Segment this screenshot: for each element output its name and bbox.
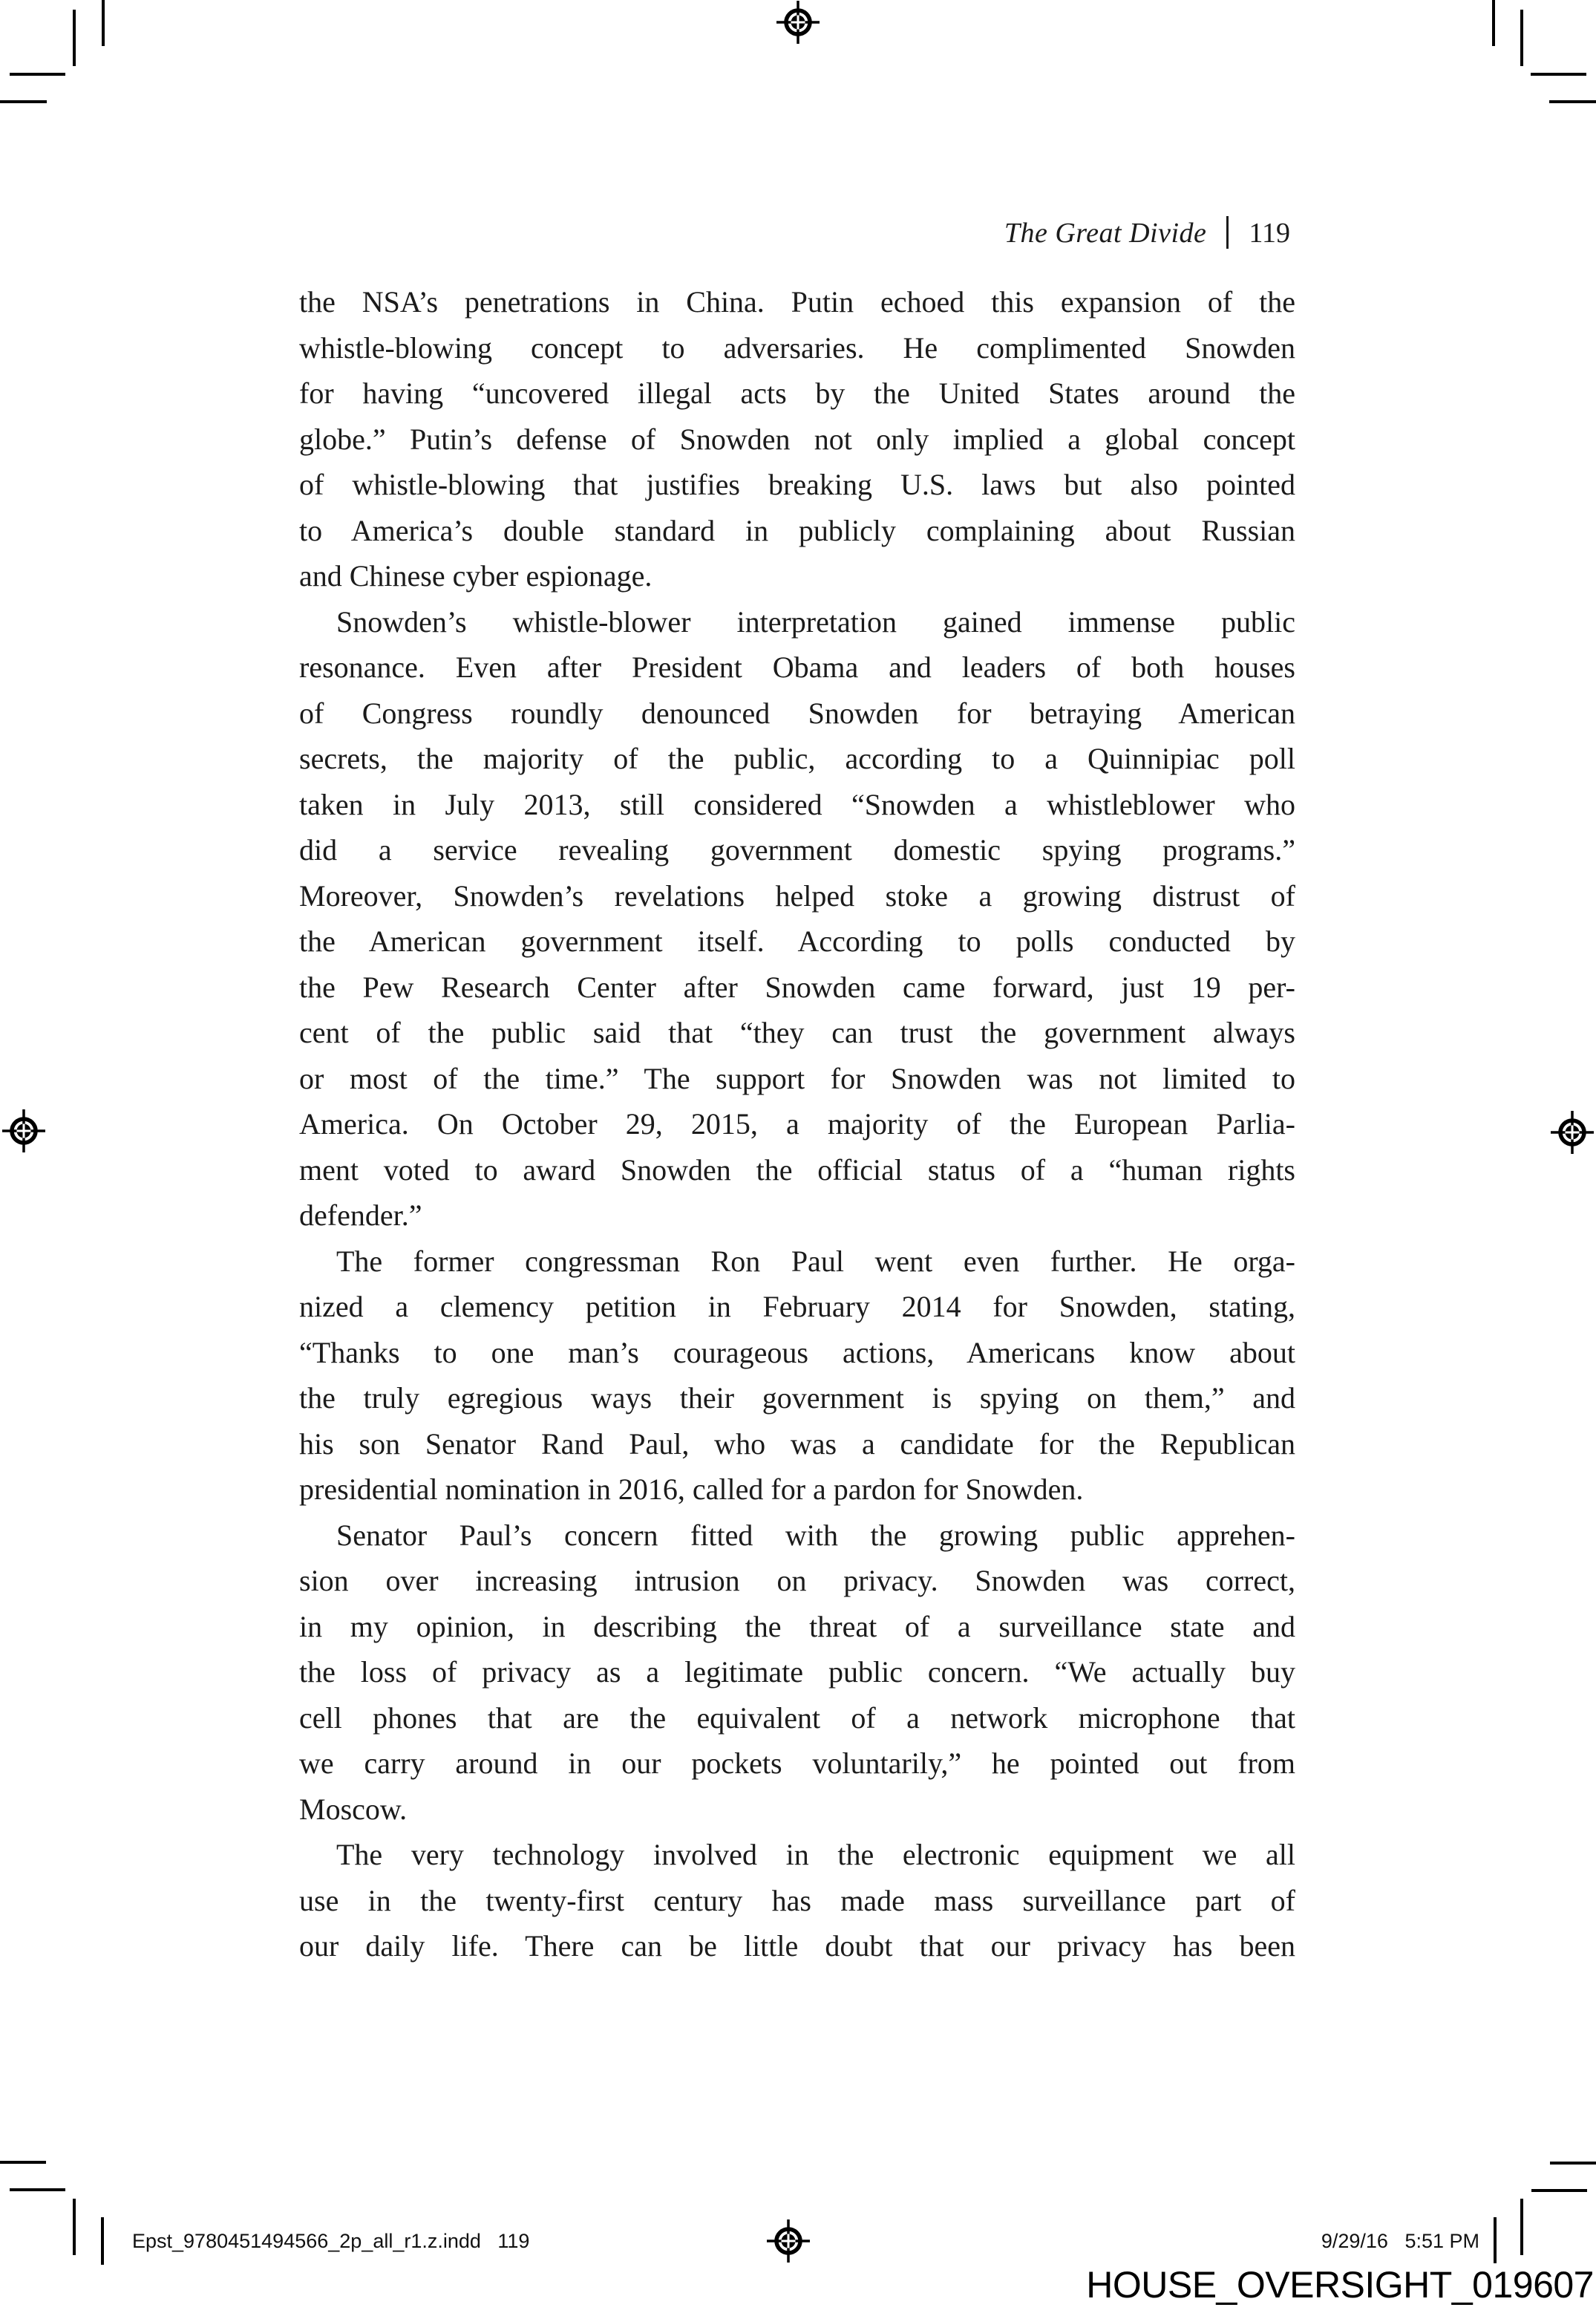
text-line: cell phones that are the equivalent of a network microphone that: [299, 1700, 1295, 1735]
text-line: The former congressman Ron Paul went even further. He orga-: [336, 1244, 1295, 1278]
footer-filename: Epst_9780451494566_2p_all_r1.z.indd 119: [132, 2230, 530, 2252]
text-line: to America’s double standard in publicly complaining about Russian: [299, 513, 1295, 547]
text-line: the loss of privacy as a legitimate public concern. “We actually buy: [299, 1655, 1295, 1689]
text-line: taken in July 2013, still considered “Snowden a whistleblower who: [299, 787, 1295, 821]
text-line: Moreover, Snowden’s revelations helped stoke a growing distrust of: [299, 878, 1295, 913]
text-line: and Chinese cyber espionage.: [299, 559, 653, 593]
text-line: our daily life. There can be little doubt that our privacy has been: [299, 1929, 1295, 1963]
text-line: ment voted to award Snowden the official status of a “human rights: [299, 1152, 1295, 1187]
trim-mark: [10, 2188, 65, 2191]
text-line: or most of the time.” The support for Snowden was not limited to: [299, 1061, 1295, 1095]
trim-mark: [1492, 0, 1495, 46]
text-line: Snowden’s whistle-blower interpretation gained immense public: [336, 604, 1295, 639]
text-line: The very technology involved in the electronic equipment we all: [336, 1838, 1295, 1871]
registration-target-icon: [1, 1109, 46, 1153]
page-number: 119: [1249, 218, 1290, 249]
text-line: Senator Paul’s concern fitted with the growing public apprehen-: [336, 1518, 1295, 1552]
text-line: cent of the public said that “they can trust the government always: [299, 1016, 1295, 1049]
text-line: the American government itself. According to polls conducted by: [299, 924, 1295, 958]
text-line: of whistle-blowing that justifies breaking U.S. laws but also pointed: [299, 468, 1295, 501]
trim-mark: [0, 100, 47, 103]
text-line: his son Senator Rand Paul, who was a candidate for the Republican: [299, 1426, 1295, 1461]
trim-mark: [1550, 2162, 1596, 2165]
text-line: whistle-blowing concept to adversaries. He complimented Snowden: [299, 330, 1295, 365]
text-line: resonance. Even after President Obama and leaders of both houses: [299, 650, 1295, 684]
trim-mark: [1549, 100, 1596, 103]
trim-mark: [1531, 2189, 1587, 2192]
trim-mark: [101, 2217, 104, 2265]
footer-timestamp: 9/29/16 5:51 PM: [1321, 2230, 1479, 2252]
trim-mark: [1494, 2217, 1497, 2263]
text-line: did a service revealing government domestic spying programs.”: [299, 833, 1295, 867]
text-line: Moscow.: [299, 1792, 408, 1826]
text-line: the Pew Research Center after Snowden came forward, just 19 per-: [299, 970, 1295, 1004]
text-line: sion over increasing intrusion on privacy. Snowden was correct,: [299, 1564, 1295, 1597]
trim-mark: [1531, 73, 1586, 76]
text-line: presidential nomination in 2016, called for a pardon for Snowden.: [299, 1472, 1084, 1506]
header-divider: [1226, 216, 1229, 249]
text-line: America. On October 29, 2015, a majority of the European Parlia-: [299, 1107, 1295, 1141]
registration-target-icon: [776, 0, 820, 45]
text-line: globe.” Putin’s defense of Snowden not only implied a global concept: [299, 422, 1295, 456]
body-text: [299, 279, 1295, 1969]
text-line: defender.”: [299, 1198, 422, 1232]
text-line: the NSA’s penetrations in China. Putin echoed this expansion of the: [299, 285, 1295, 319]
text-line: we carry around in our pockets voluntarily,” he pointed out from: [299, 1746, 1295, 1780]
text-line: of Congress roundly denounced Snowden for betraying American: [299, 696, 1295, 730]
trim-mark: [1520, 10, 1523, 66]
trim-mark: [10, 73, 65, 76]
text-line: secrets, the majority of the public, according to a Quinnipiac poll: [299, 742, 1295, 775]
text-line: the truly egregious ways their government is spying on them,” and: [299, 1381, 1295, 1415]
trim-mark: [73, 10, 76, 66]
trim-mark: [73, 2199, 76, 2255]
registration-target-icon: [766, 2219, 811, 2263]
trim-mark: [102, 0, 105, 46]
chapter-title: The Great Divide: [1004, 218, 1207, 249]
trim-mark: [1520, 2199, 1523, 2255]
text-line: in my opinion, in describing the threat of a surveillance state and: [299, 1609, 1295, 1643]
registration-target-icon: [1550, 1110, 1595, 1155]
text-line: for having “uncovered illegal acts by the United States around the: [299, 376, 1295, 410]
text-line: use in the twenty-first century has made mass surveillance part of: [299, 1883, 1295, 1917]
bates-stamp: HOUSE_OVERSIGHT_019607: [1086, 2264, 1594, 2306]
running-header: [1004, 209, 1290, 249]
trim-mark: [0, 2161, 46, 2164]
text-line: nized a clemency petition in February 2014 for Snowden, stating,: [299, 1290, 1295, 1323]
text-line: “Thanks to one man’s courageous actions, Americans know about: [299, 1335, 1295, 1369]
